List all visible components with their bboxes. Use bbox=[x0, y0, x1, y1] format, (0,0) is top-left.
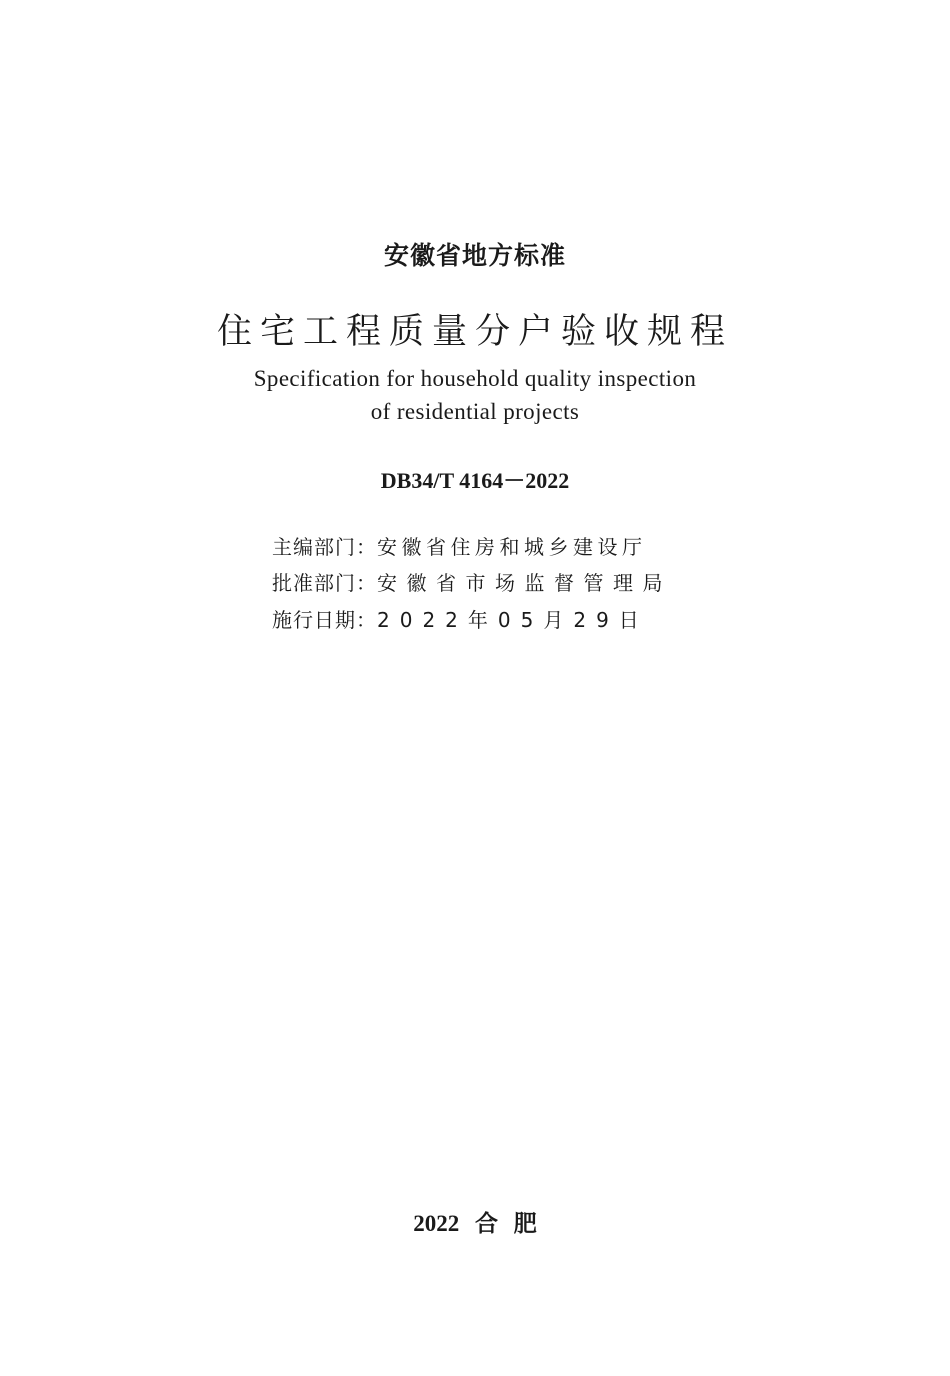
editor-department-label: 主编部门： bbox=[272, 535, 377, 559]
english-title-line-2: of residential projects bbox=[370, 399, 580, 424]
editor-department-value: 安徽省住房和城乡建设厅 bbox=[377, 535, 647, 559]
approval-department-label: 批准部门： bbox=[272, 571, 377, 595]
chinese-title: 住宅工程质量分户验收规程 bbox=[216, 312, 733, 352]
effective-date-row bbox=[272, 604, 649, 633]
effective-date-label: 施行日期： bbox=[272, 608, 377, 632]
english-title-line-1: Specification for household quality inspection bbox=[253, 366, 697, 391]
effective-date-value: 2022年05月29日 bbox=[377, 608, 649, 632]
editor-department-row bbox=[272, 531, 647, 560]
publication-year-place: 2022 合 肥 bbox=[413, 1211, 537, 1236]
standard-category: 安徽省地方标准 bbox=[383, 241, 566, 270]
approval-department-row bbox=[272, 567, 672, 596]
approval-department-value: 安徽省市场监督管理局 bbox=[377, 571, 672, 595]
standard-number: DB34/T 4164－2022 bbox=[380, 468, 570, 493]
